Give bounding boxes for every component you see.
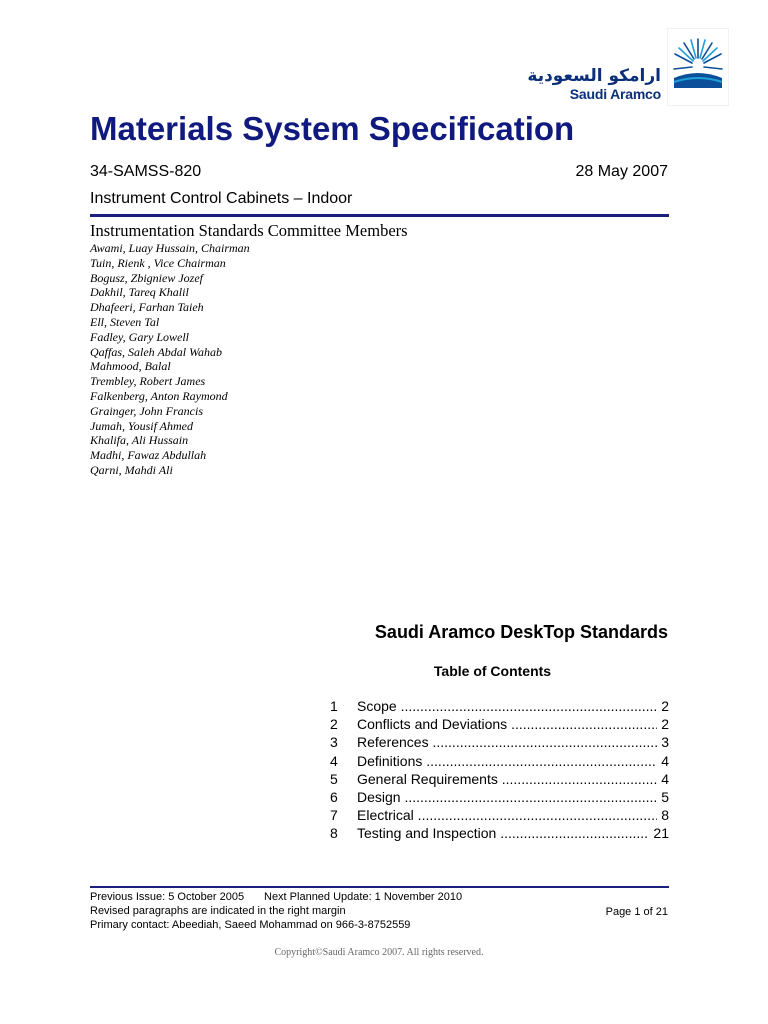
- toc-entry-testing[interactable]: [330, 824, 669, 842]
- page-number: Page 1 of 21: [605, 906, 668, 918]
- committee-member: Bogusz, Zbigniew Jozef: [90, 270, 203, 285]
- committee-member: Qarni, Mahdi Ali: [90, 462, 173, 477]
- page-title: Materials System Specification: [90, 110, 575, 147]
- committee-member: Madhi, Fawaz Abdullah: [90, 448, 207, 463]
- toc-entry-number: 1: [330, 698, 338, 714]
- toc-entry-title: References .....: [357, 733, 657, 751]
- toc-entry-number: 7: [330, 807, 338, 824]
- committee-member: Grainger, John Francis: [90, 403, 203, 418]
- header-divider: [90, 214, 669, 217]
- toc-entry-title: Electrical .....: [357, 806, 657, 824]
- previous-issue: Previous Issue: 5 October 2005: [90, 891, 245, 903]
- committee-member: Qaffas, Saleh Abdal Wahab: [90, 344, 223, 359]
- toc-entry-page: 2: [661, 698, 669, 714]
- aramco-star-logo-icon: [667, 28, 729, 106]
- toc-entry-page: 4: [661, 770, 669, 787]
- toc-entry-title: Design .....: [357, 788, 657, 806]
- company-logo: [527, 28, 730, 108]
- toc-entry-design[interactable]: [330, 788, 669, 806]
- toc-entry-page: 2: [661, 716, 669, 733]
- toc-entry-number: 6: [330, 788, 338, 805]
- toc-entry-definitions[interactable]: [330, 752, 669, 770]
- next-planned-update: Next Planned Update: 1 November 2010: [264, 891, 463, 903]
- document-subtitle: Instrument Control Cabinets – Indoor: [90, 190, 353, 207]
- toc-entry-title: Scope .....: [357, 697, 657, 715]
- toc-entry-title: Definitions .....: [357, 752, 657, 770]
- logo-english-text: Saudi Aramco: [569, 86, 661, 102]
- toc-entry-page: 21: [653, 825, 669, 842]
- committee-member: Ell, Steven Tal: [90, 314, 160, 329]
- committee-heading: Instrumentation Standards Committee Members: [90, 221, 408, 240]
- toc-entry-general-requirements[interactable]: [330, 770, 669, 788]
- toc-entry-title: Testing and Inspection .....: [357, 824, 649, 842]
- committee-member: Jumah, Yousif Ahmed: [90, 418, 194, 433]
- toc-entry-number: 8: [330, 825, 338, 842]
- committee-member-list: [90, 241, 250, 478]
- committee-member: Tuin, Rienk , Vice Chairman: [90, 255, 226, 270]
- committee-member: Mahmood, Balal: [90, 359, 171, 374]
- toc-entry-electrical[interactable]: [330, 806, 669, 824]
- committee-member: Dhafeeri, Farhan Taieh: [90, 300, 204, 315]
- toc-heading: Table of Contents: [433, 663, 552, 679]
- committee-member: Trembley, Robert James: [90, 374, 206, 389]
- toc-entry-title: Conflicts and Deviations .....: [357, 715, 657, 733]
- footer-divider: [90, 886, 669, 888]
- copyright-notice: Copyright©Saudi Aramco 2007. All rights reserved.: [274, 947, 484, 958]
- toc-entry-scope[interactable]: [330, 697, 669, 715]
- toc-entry-references[interactable]: [330, 733, 669, 751]
- toc-entry-page: 8: [661, 807, 669, 824]
- document-number: 34-SAMSS-820: [90, 163, 202, 180]
- committee-member: Fadley, Gary Lowell: [90, 329, 189, 344]
- committee-member: Dakhil, Tareq Khalil: [90, 285, 189, 300]
- logo-arabic-text: ارامكو السعودية: [527, 66, 661, 86]
- committee-member: Falkenberg, Anton Raymond: [90, 388, 228, 403]
- toc-entry-page: 3: [661, 734, 669, 751]
- committee-member: Khalifa, Ali Hussain: [90, 433, 189, 448]
- revision-note: Revised paragraphs are indicated in the right margin: [90, 905, 346, 917]
- document-date: 28 May 2007: [575, 163, 668, 180]
- standards-heading: Saudi Aramco DeskTop Standards: [374, 622, 668, 642]
- toc-entry-number: 5: [330, 770, 338, 787]
- toc-entry-conflicts[interactable]: [330, 715, 669, 733]
- toc-entry-number: 3: [330, 734, 338, 751]
- primary-contact: Primary contact: Abeediah, Saeed Mohammad on 966-3-8752559: [90, 919, 411, 931]
- toc-entry-page: 4: [661, 752, 669, 769]
- committee-member: Awami, Luay Hussain, Chairman: [90, 241, 250, 255]
- table-of-contents: [330, 697, 669, 843]
- toc-entry-page: 5: [661, 788, 669, 805]
- toc-entry-number: 2: [330, 716, 338, 733]
- toc-entry-number: 4: [330, 752, 338, 769]
- toc-entry-title: General Requirements .....: [357, 770, 657, 788]
